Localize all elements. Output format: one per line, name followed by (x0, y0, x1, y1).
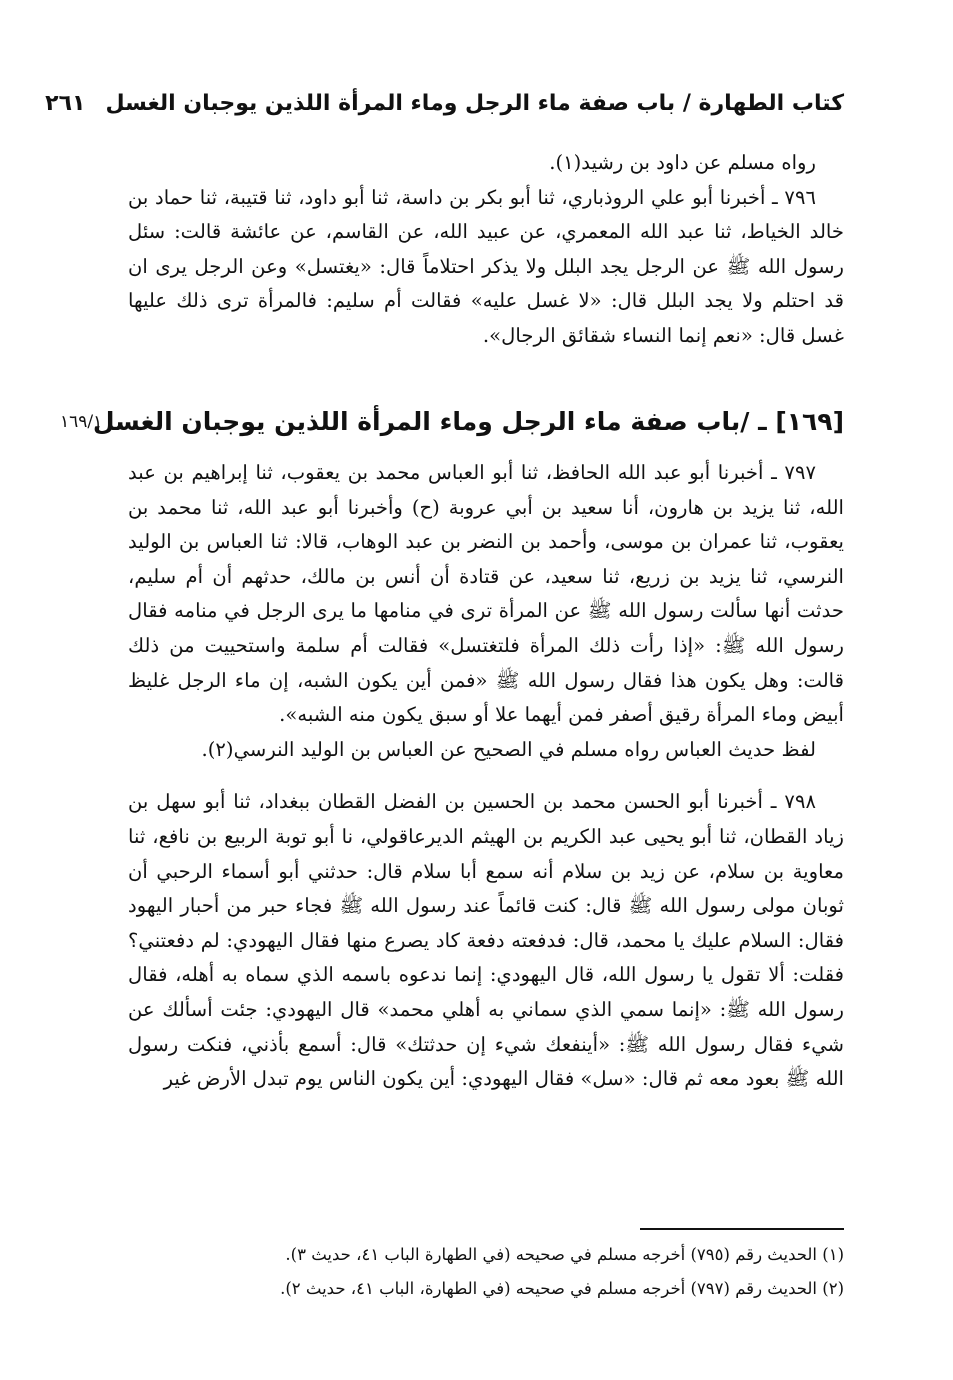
paragraph-citation-797: لفظ حديث العباس رواه مسلم في الصحيح عن العباس بن الوليد النرسي(٢). (201, 737, 816, 761)
margin-reference: ١٦٩/١ (60, 412, 103, 432)
paragraph-hadith-796: ٧٩٦ ـ أخبرنا أبو علي الروذباري، ثنا أبو بكر بن داسة، ثنا أبو داود، ثنا قتيبة، ثنا حماد بن خالد الخياط، ثنا عبد الله المعمري، عن عبيد الله، عن القاسم، عن عائشة قالت: سئل رسول الله ﷺ عن الرجل يجد البلل ولا يذكر احتلاماً قال: «يغتسل» وعن الرجل يرى ان قد احتلم ولا يجد البلل قال: «لا غسل عليه» فقالت أم سليم: فالمرأة ترى ذلك عليها غسل قال: «نعم إنما النساء شقائق الرجال». (128, 185, 844, 347)
footnote-1: (١) الحديث رقم (٧٩٥) أخرجه مسلم في صحيحه (في الطهارة الباب ٤١، حديث ٣). (285, 1245, 844, 1264)
footnotes (128, 1238, 844, 1306)
footnote-rule (640, 1228, 844, 1230)
text-block-main (128, 456, 844, 1097)
running-title: كتاب الطهارة / باب صفة ماء الرجل وماء المرأة اللذين يوجبان الغسل (105, 90, 844, 116)
page-number: ٢٦١ (45, 90, 86, 116)
running-header (45, 86, 844, 120)
paragraph-gap (128, 767, 844, 785)
paragraph-hadith-797: ٧٩٧ ـ أخبرنا أبو عبد الله الحافظ، ثنا أبو العباس محمد بن يعقوب، ثنا إبراهيم بن عبد الله، ثنا يزيد بن هارون، أنا سعيد بن أبي عروبة (ح) وأخبرنا أبو عبد الله، ثنا محمد بن يعقوب، ثنا عمران بن موسى، وأحمد بن النضر بن عبد الوهاب، قالا: ثنا العباس بن الوليد النرسي، ثنا يزيد بن زريع، ثنا سعيد، عن قتادة أن أنس بن مالك، حدثهم أن أم سليم، حدثت أنها سألت رسول الله ﷺ عن المرأة ترى في منامها ما يرى الرجل في منامه فقال رسول الله ﷺ: «إذا رأت ذلك المرأة فلتغتسل» فقالت أم سلمة واستحييت من ذلك قالت: وهل يكون هذا فقال رسول الله ﷺ «فمن أين يكون الشبه، إن ماء الرجل غليظ أبيض وماء المرأة رقيق أصفر فمن أيهما علا أو سبق يكون منه الشبه». (128, 461, 844, 727)
section-heading: [١٦٩] ـ /باب صفة ماء الرجل وماء المرأة اللذين يوجبان الغسل (92, 407, 844, 436)
text-block-top (128, 146, 844, 354)
paragraph-citation-795: رواه مسلم عن داود بن رشيد(١). (549, 151, 816, 174)
footnote-2: (٢) الحديث رقم (٧٩٧) أخرجه مسلم في صحيحه (في الطهارة، الباب ٤١، حديث ٢). (280, 1279, 844, 1298)
paragraph-hadith-798: ٧٩٨ ـ أخبرنا أبو الحسن محمد بن الحسين بن الفضل القطان ببغداد، ثنا أبو سهل بن زياد القطان، ثنا أبو يحيى عبد الكريم بن الهيثم الديرعاقولي، نا أبو توبة الربيع بن نافع، ثنا معاوية بن سلام، عن زيد بن سلام أنه سمع أبا سلام قال: حدثني أبو أسماء الرحبي أن ثوبان مولى رسول الله ﷺ قال: كنت قائماً عند رسول الله ﷺ فجاء حبر من أحبار اليهود فقال: السلام عليك يا محمد، قال: فدفعته دفعة كاد يصرع منها فقال اليهودي: لم دفعتني؟ فقلت: ألا تقول يا رسول الله، قال اليهودي: إنما ندعوه باسمه الذي سماه به أهله، فقال رسول الله ﷺ: «إنما سمي الذي سماني به أهلي محمد» قال اليهودي: جئت أسألك عن شيء فقال رسول الله ﷺ: «أينفعك شيء إن حدثتك» قال: أسمع بأذني، فنكت رسول الله ﷺ بعود معه ثم قال: «سل» فقال اليهودي: أين يكون الناس يوم تبدل الأرض غير (128, 790, 844, 1091)
